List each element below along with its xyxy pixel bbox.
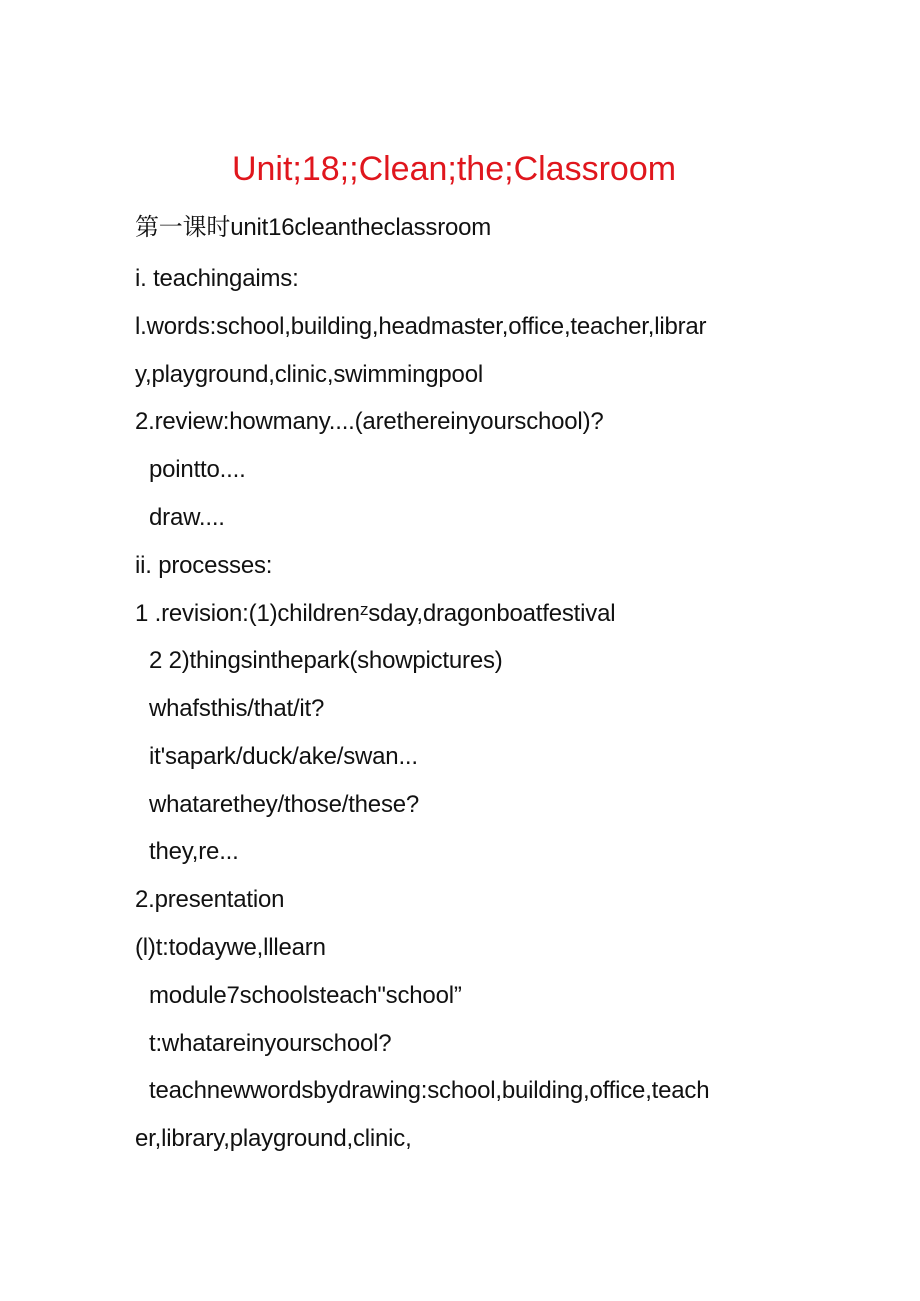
section-processes: ii. processes: xyxy=(135,552,273,579)
text-line-theyre: they,re... xyxy=(149,838,239,865)
text-line-what-in-school: t:whatareinyourschool? xyxy=(149,1030,392,1057)
document-title: Unit;18;;Clean;the;Classroom xyxy=(231,150,677,188)
text-line-pointto: pointto.... xyxy=(149,456,246,483)
text-line-teach-new-words-cont: er,library,playground,clinic, xyxy=(135,1125,412,1152)
text-line-revision: 1 .revision:(1)childrenᶻsday,dragonboatfestival xyxy=(135,600,616,627)
text-line-draw: draw.... xyxy=(149,504,225,531)
text-line-teach-new-words: teachnewwordsbydrawing:school,building,office,teach xyxy=(149,1077,710,1104)
text-line-presentation: 2.presentation xyxy=(135,886,285,913)
text-line-today-learn: (l)t:todaywe,lllearn xyxy=(135,934,326,961)
text-line-what-are-they: whatarethey/those/these? xyxy=(149,791,420,818)
text-line-whats-this: whafsthis/that/it? xyxy=(149,695,325,722)
text-line-review: 2.review:howmany....(arethereinyourschool)? xyxy=(135,408,604,435)
text-line-its-a-park: it'sapark/duck/ake/swan... xyxy=(149,743,418,770)
lesson-heading: 第一课时unit16cleantheclassroom xyxy=(135,214,492,241)
text-line-words: l.words:school,building,headmaster,office,teacher,librar xyxy=(135,313,707,340)
text-line-things-in-park: 2 2)thingsinthepark(showpictures) xyxy=(149,647,503,674)
text-line-module7: module7schoolsteach"school” xyxy=(149,982,462,1009)
text-line-words-cont: y,playground,clinic,swimmingpool xyxy=(135,361,483,388)
section-teaching-aims: i. teachingaims: xyxy=(135,265,299,292)
